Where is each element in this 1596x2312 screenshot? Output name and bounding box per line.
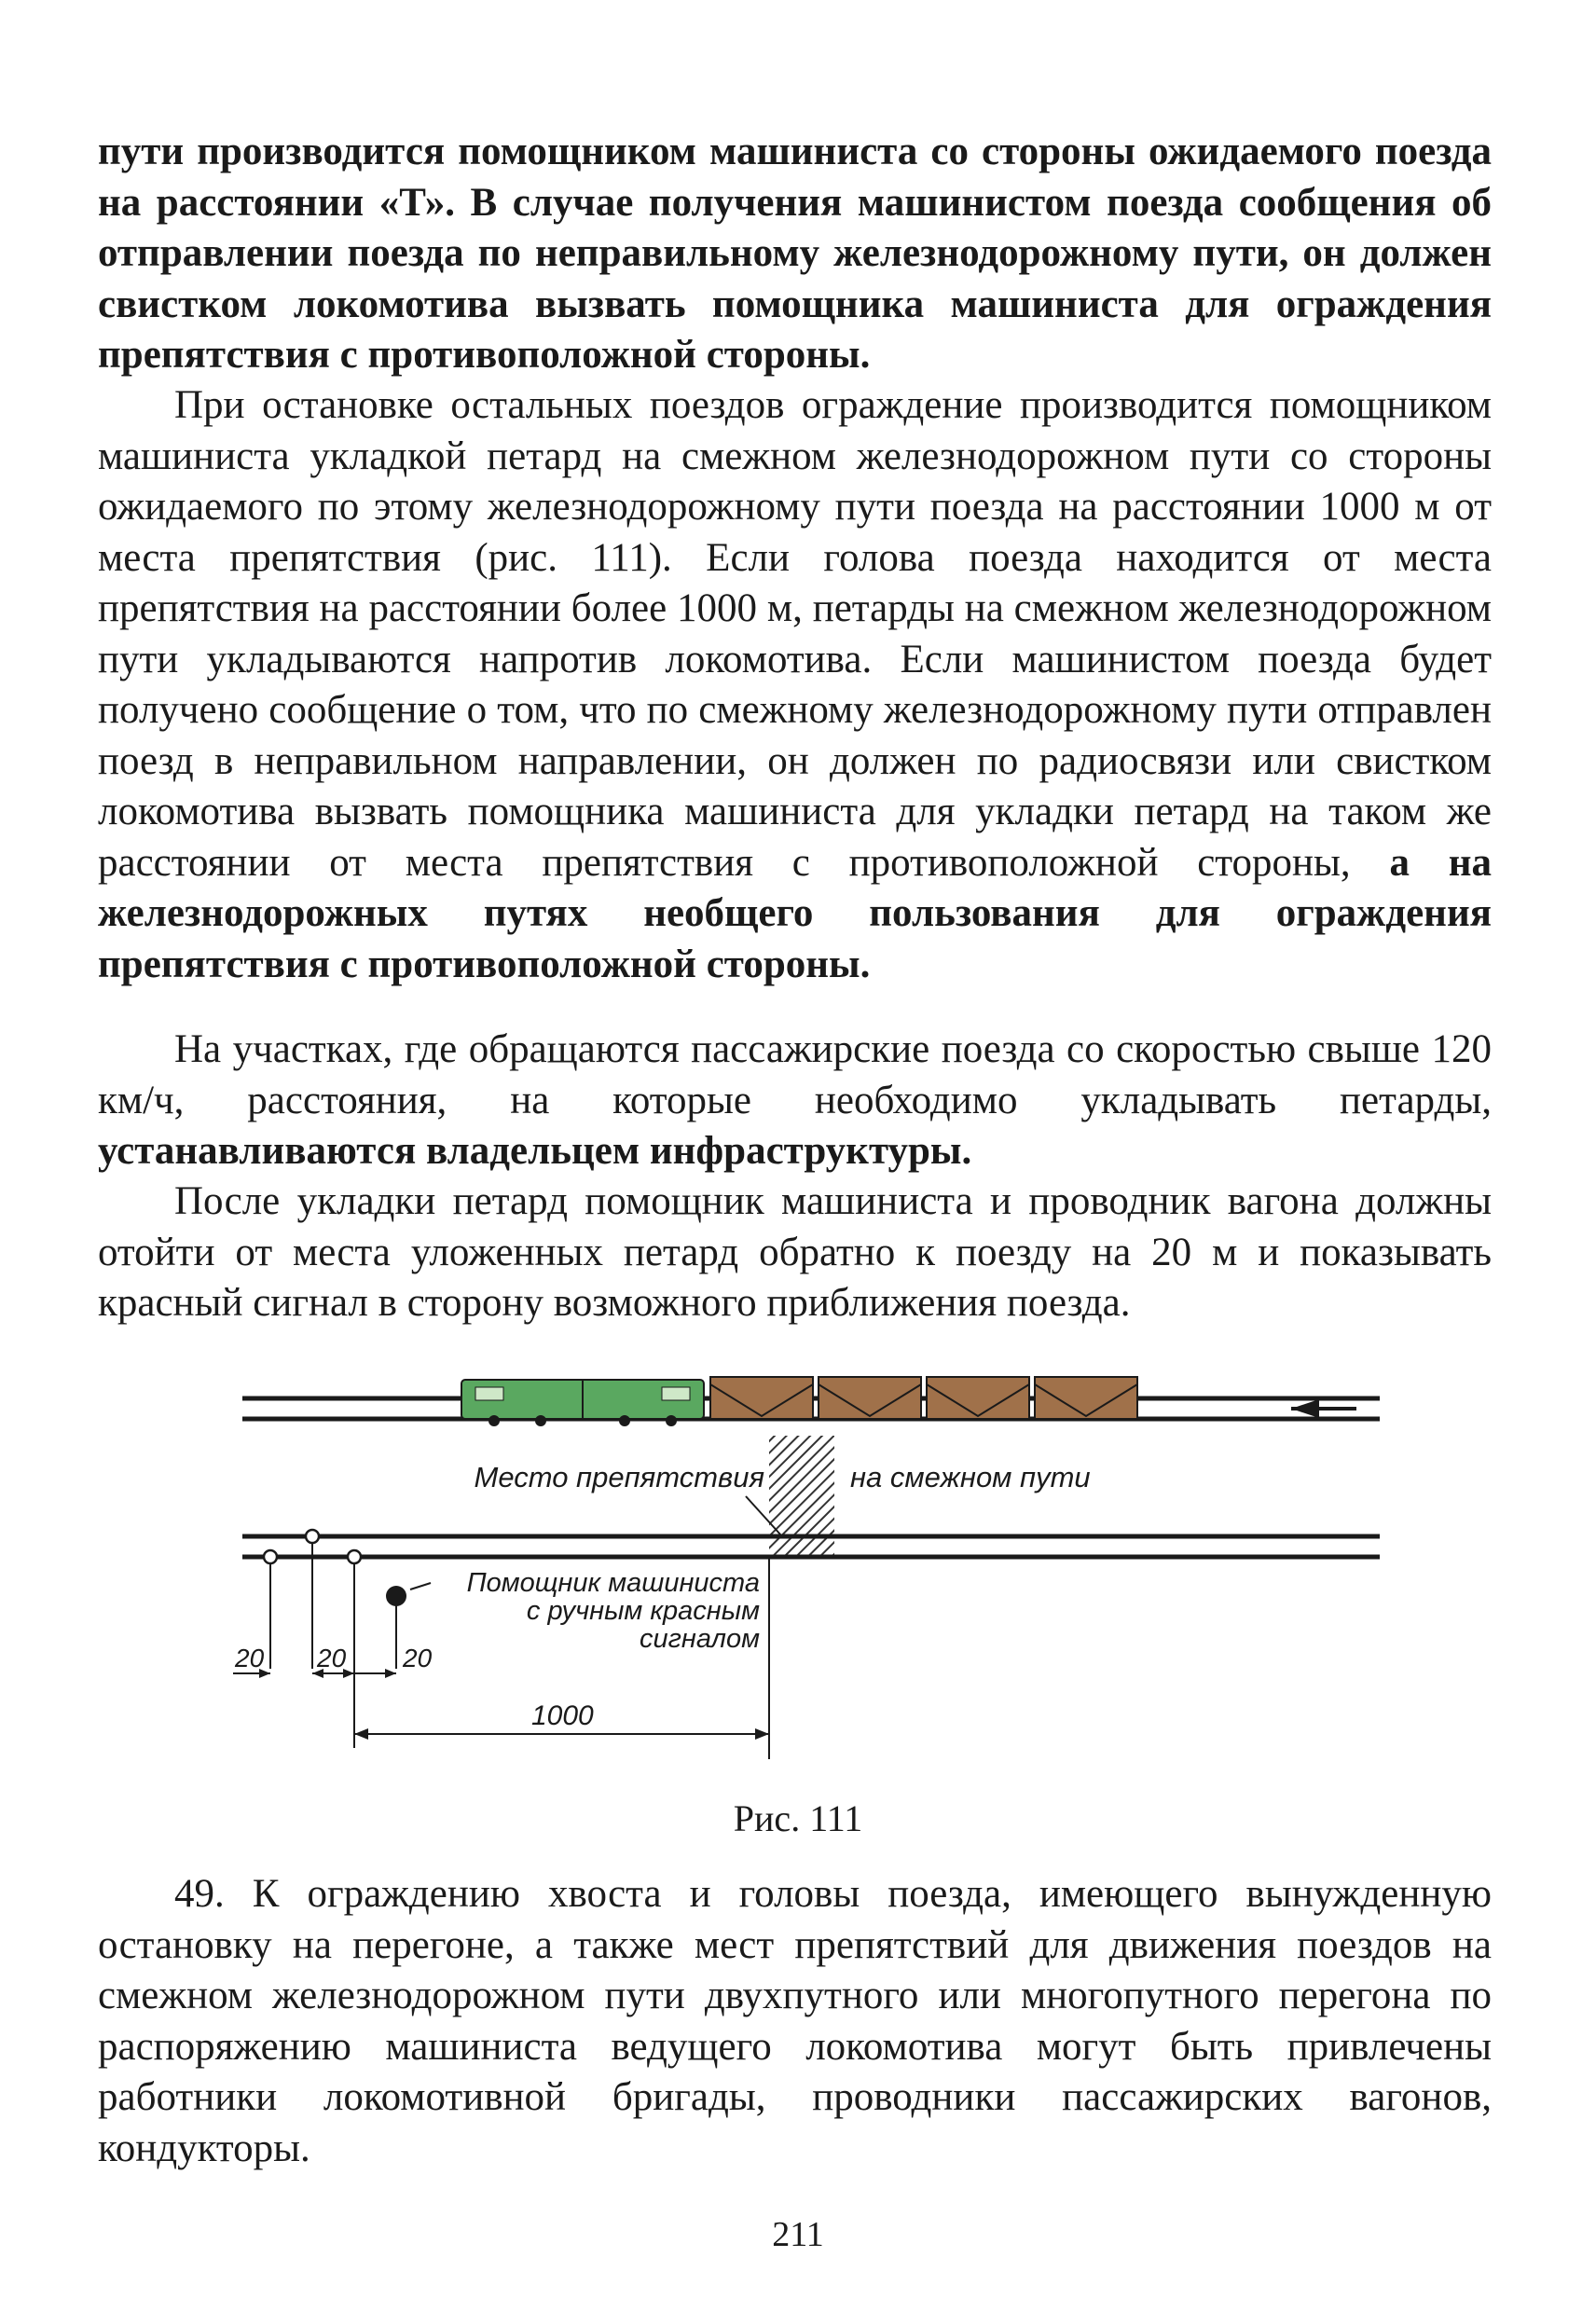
assistant-label-2: с ручным красным: [526, 1596, 760, 1626]
page-number: 211: [772, 2215, 824, 2254]
paragraph-high-speed: [98, 1025, 1492, 1177]
regular-text: На участках, где обращаются пассажирские поезда со скоростью свыше 120 км/ч, расстояния, на которые необходимо укладывать петарды,: [98, 1027, 1492, 1122]
regular-text: При остановке остальных поездов ограждение производится помощником машиниста укладкой петард на смежном железнодорожном пути со стороны ожидаемого по этому железнодорожному пути поезда на расстоянии 1000 м от места препятствия (рис. 111). Если голова поезда находится от места препятствия на расстоянии более 1000 м, петарды на смежном железнодорожном пути укладываются напротив локомотива. Если машинистом поезда будет получено сообщение о том, что по смежному железнодорожному пути отправлен поезд в неправильном направлении, он должен по радиосвязи или свистком локомотива вызвать помощника машиниста для укладки петард на таком же расстоянии от места препятствия с противоположной стороны,: [98, 383, 1492, 885]
distance-1000: 1000: [531, 1700, 594, 1731]
paragraph-other-trains: [98, 380, 1492, 990]
regular-text: После укладки петард помощник машиниста и проводник вагона должны отойти от места уложенных петард обратно к поезду на 20 м и показывать красный сигнал в сторону возможного приближения поезда.: [98, 1179, 1492, 1325]
direction-arrow: [1291, 1399, 1356, 1418]
stopped-train: [461, 1377, 1137, 1426]
distance-20-c: 20: [403, 1644, 433, 1672]
assistant-label-3: сигналом: [639, 1624, 760, 1654]
distance-20-b: 20: [317, 1644, 347, 1672]
bold-text: устанавливаются владельцем инфраструктуры.: [98, 1129, 972, 1173]
bold-text: пути производится помощником машиниста со стороны ожидаемого поезда на расстоянии «Т». В случае получения машинистом поезда сообщения об отправлении поезда по неправильному железнодорожному пути, он должен свистком локомотива вызвать помощника машиниста для ограждения препятствия с противоположной стороны.: [98, 130, 1492, 377]
figure-111-diagram: [224, 1356, 1398, 1776]
paragraph-continued: [98, 127, 1492, 381]
paragraph-item-49: [98, 1869, 1492, 2174]
regular-text: 49. К ограждению хвоста и головы поезда, имеющего вынужденную остановку на перегоне, а также мест препятствий для движения поездов на смежном железнодорожном пути двухпутного или многопутного перегона по распоряжению машиниста ведущего локомотива могут быть привлечены работники локомотивной бригады, проводники пассажирских вагонов, кондукторы.: [98, 1872, 1492, 2170]
distance-20-a: 20: [235, 1644, 265, 1672]
petard-markers: [264, 1530, 361, 1748]
locomotive: [461, 1380, 704, 1426]
paragraph-after-petards: [98, 1177, 1492, 1329]
obstacle-label: Место препятствия: [474, 1461, 764, 1493]
figure-caption: Рис. 111: [733, 1797, 863, 1839]
assistant-label-1: Помощник машиниста: [466, 1568, 760, 1598]
bold-text: а на железнодорожных путях необщего пользования для ограждения препятствия с противоположной стороны.: [98, 840, 1492, 986]
adjacent-track-label: на смежном пути: [850, 1461, 1091, 1493]
